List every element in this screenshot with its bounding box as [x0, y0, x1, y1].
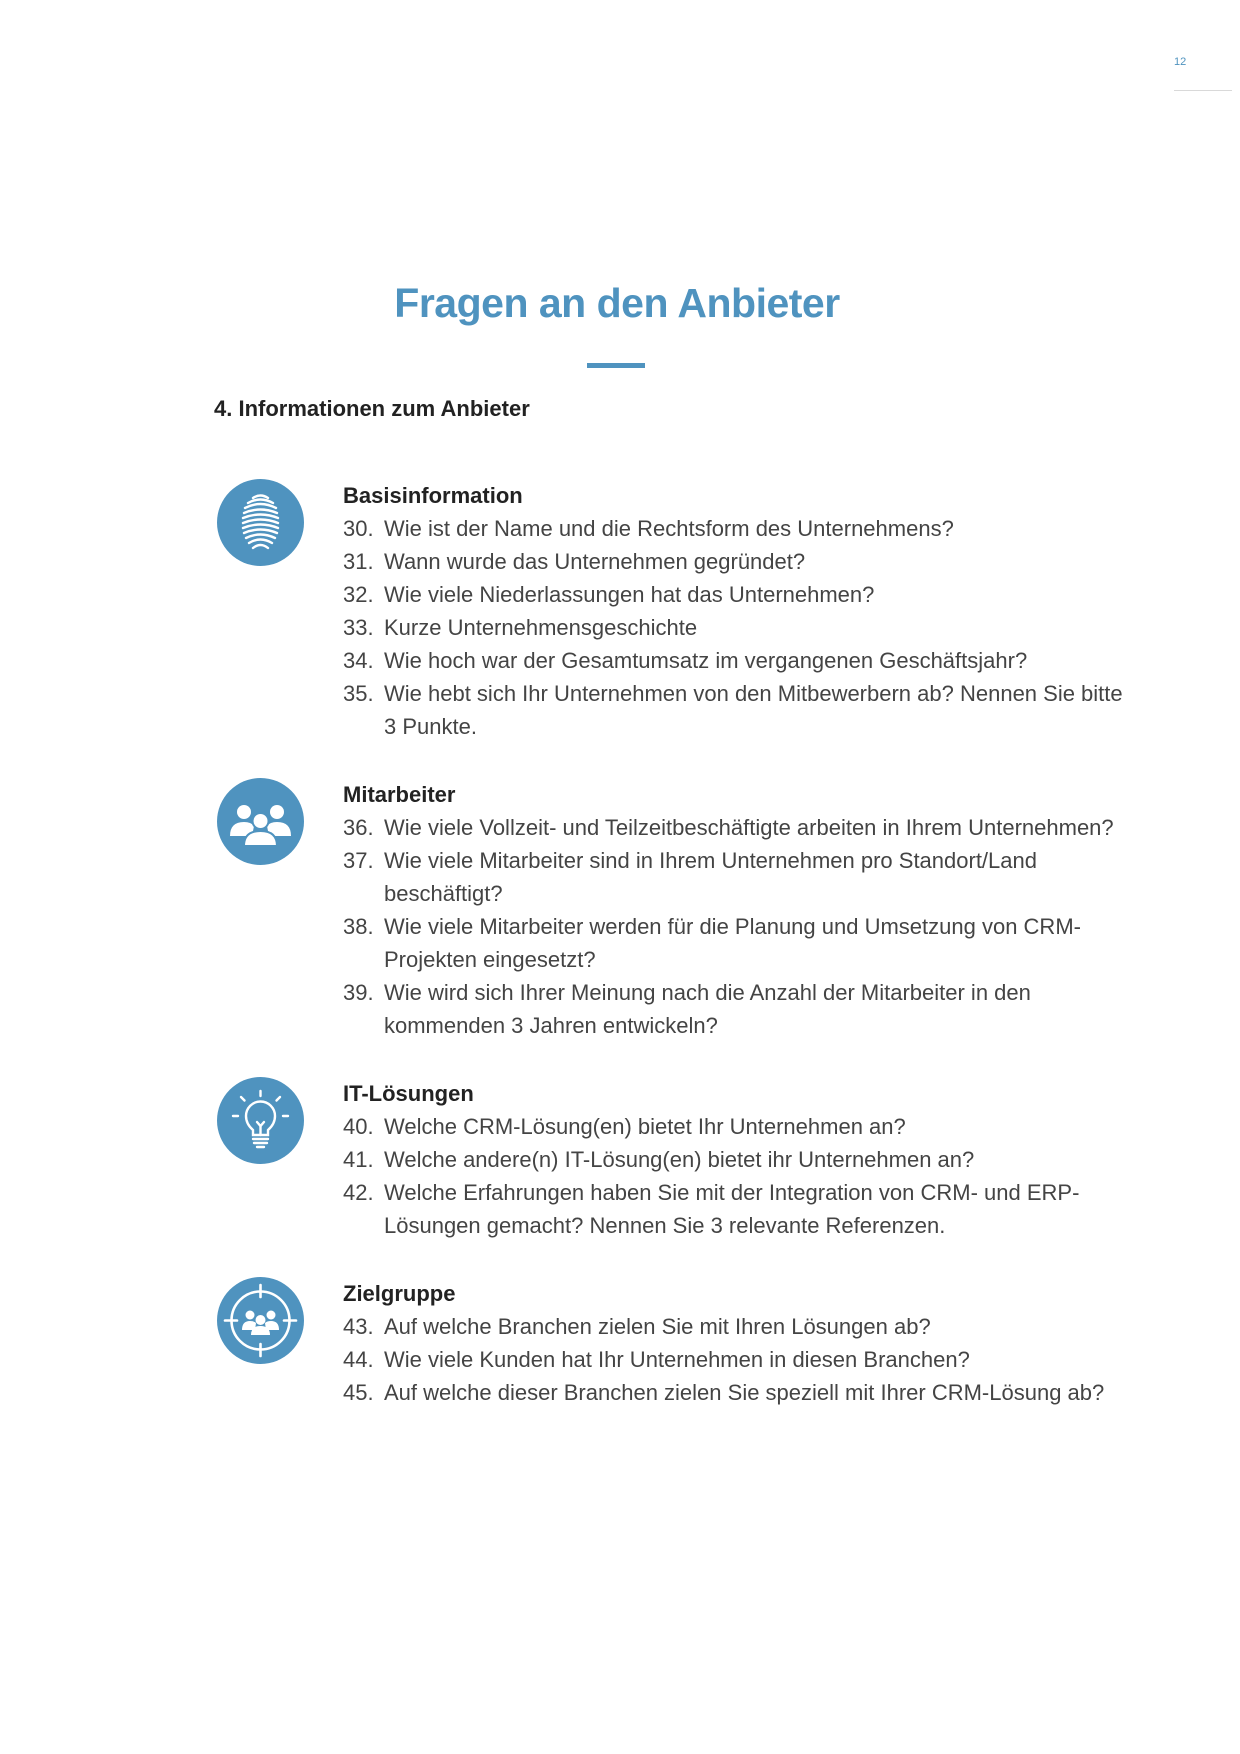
question-number: 39. — [343, 980, 374, 1005]
question-number: 42. — [343, 1180, 374, 1205]
question-item — [343, 811, 1123, 844]
block-title: Basisinformation — [343, 483, 523, 508]
question-text: Wie wird sich Ihrer Meinung nach die Anzahl der Mitarbeiter in den kommenden 3 Jahren entwickeln? — [384, 980, 1031, 1038]
question-item — [343, 1376, 1123, 1409]
block-title: IT-Lösungen — [343, 1081, 474, 1106]
question-text: Wann wurde das Unternehmen gegründet? — [384, 549, 806, 574]
question-number: 36. — [343, 815, 374, 840]
question-text: Auf welche dieser Branchen zielen Sie speziell mit Ihrer CRM-Lösung ab? — [384, 1380, 1105, 1405]
question-item — [343, 1143, 1123, 1176]
fingerprint-icon — [217, 479, 304, 566]
block-title: Zielgruppe — [343, 1281, 456, 1306]
question-text: Wie ist der Name und die Rechtsform des Unternehmens? — [384, 516, 954, 541]
question-item — [343, 611, 1123, 644]
question-item — [343, 1310, 1123, 1343]
page-title: Fragen an den Anbieter — [394, 280, 840, 326]
lightbulb-icon — [217, 1077, 304, 1164]
question-text: Auf welche Branchen zielen Sie mit Ihren Lösungen ab? — [384, 1314, 931, 1339]
question-text: Wie viele Mitarbeiter sind in Ihrem Unternehmen pro Standort/Land beschäftigt? — [384, 848, 1037, 906]
question-text: Wie viele Vollzeit- und Teilzeitbeschäftigte arbeiten in Ihrem Unternehmen? — [384, 815, 1114, 840]
question-number: 40. — [343, 1114, 374, 1139]
question-item — [343, 910, 1123, 976]
question-item — [343, 844, 1123, 910]
question-number: 33. — [343, 615, 374, 640]
section-heading: 4. Informationen zum Anbieter — [214, 396, 530, 421]
question-item — [343, 976, 1123, 1042]
question-number: 30. — [343, 516, 374, 541]
question-item — [343, 1110, 1123, 1143]
question-number: 43. — [343, 1314, 374, 1339]
block-content — [343, 1277, 1123, 1409]
question-item — [343, 1176, 1123, 1242]
question-number: 31. — [343, 549, 374, 574]
question-text: Wie viele Kunden hat Ihr Unternehmen in diesen Branchen? — [384, 1347, 970, 1372]
question-text: Wie hoch war der Gesamtumsatz im vergangenen Geschäftsjahr? — [384, 648, 1028, 673]
question-text: Welche CRM-Lösung(en) bietet Ihr Unternehmen an? — [384, 1114, 906, 1139]
title-underline — [587, 363, 645, 368]
block-title: Mitarbeiter — [343, 782, 456, 807]
block-content — [343, 1077, 1123, 1242]
question-text: Kurze Unternehmensgeschichte — [384, 615, 698, 640]
question-list — [343, 1110, 1123, 1242]
target-group-icon — [217, 1277, 304, 1364]
question-text: Wie hebt sich Ihr Unternehmen von den Mitbewerbern ab? Nennen Sie bitte 3 Punkte. — [384, 681, 1123, 739]
question-text: Welche Erfahrungen haben Sie mit der Integration von CRM- und ERP-Lösungen gemacht? Nennen Sie 3 relevante Referenzen. — [384, 1180, 1080, 1238]
question-number: 35. — [343, 681, 374, 706]
question-text: Welche andere(n) IT-Lösung(en) bietet ihr Unternehmen an? — [384, 1147, 975, 1172]
question-number: 32. — [343, 582, 374, 607]
question-item — [343, 677, 1123, 743]
people-group-icon — [217, 778, 304, 865]
question-item — [343, 1343, 1123, 1376]
block-content — [343, 778, 1123, 1042]
page-number: 12 — [1174, 56, 1187, 68]
question-list — [343, 1310, 1123, 1409]
page-number-divider — [1174, 90, 1232, 91]
question-number: 38. — [343, 914, 374, 939]
block-content — [343, 479, 1123, 743]
question-text: Wie viele Niederlassungen hat das Unternehmen? — [384, 582, 875, 607]
question-text: Wie viele Mitarbeiter werden für die Planung und Umsetzung von CRM-Projekten eingesetzt? — [384, 914, 1081, 972]
question-number: 41. — [343, 1147, 374, 1172]
question-item — [343, 644, 1123, 677]
question-item — [343, 545, 1123, 578]
question-number: 45. — [343, 1380, 374, 1405]
question-list — [343, 811, 1123, 1042]
question-item — [343, 512, 1123, 545]
question-number: 34. — [343, 648, 374, 673]
question-list — [343, 512, 1123, 743]
question-number: 44. — [343, 1347, 374, 1372]
question-number: 37. — [343, 848, 374, 873]
question-item — [343, 578, 1123, 611]
